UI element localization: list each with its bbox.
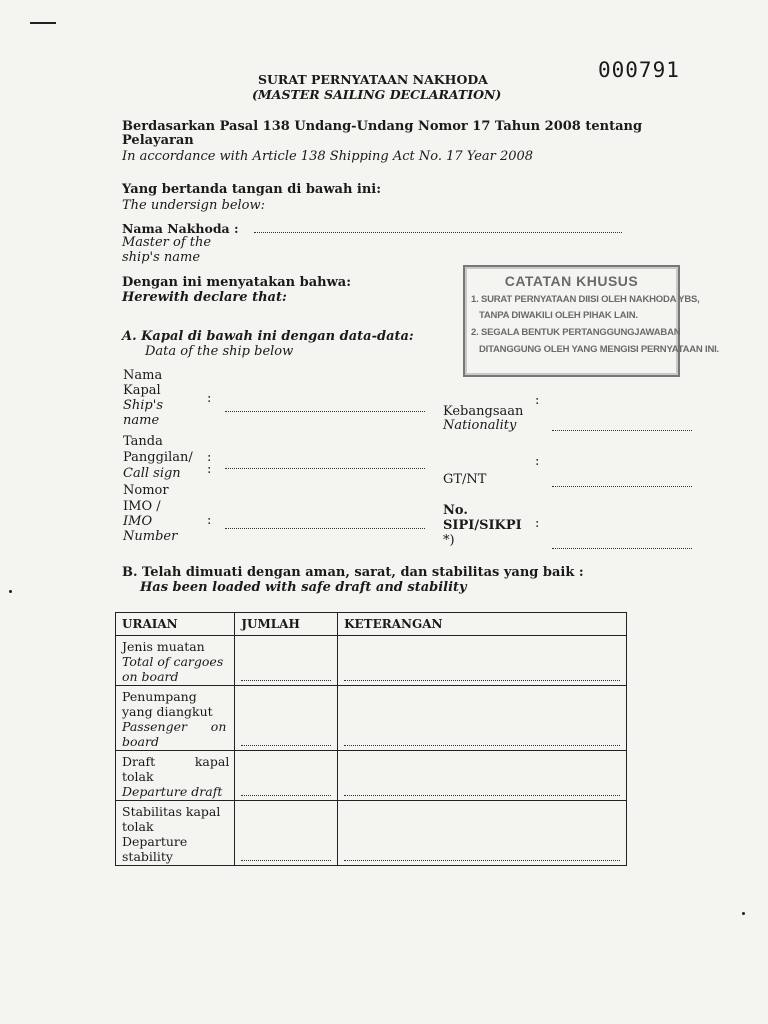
table-row: [116, 801, 627, 866]
colon: :: [535, 516, 540, 531]
row-label-line: Penumpang: [122, 689, 197, 704]
imo-label-1: Nomor: [123, 483, 169, 498]
passenger-amount-cell[interactable]: [235, 686, 338, 751]
cargo-table: [115, 612, 627, 866]
section-a-heading: A. Kapal di bawah ini dengan data-data:: [122, 329, 414, 344]
nationality-label-2: Nationality: [443, 418, 517, 433]
stability-remarks-cell[interactable]: [338, 801, 627, 866]
ship-name-field[interactable]: [225, 411, 425, 412]
row-label-line: tolak: [122, 819, 154, 834]
master-name-english-2: ship's name: [122, 250, 201, 265]
call-sign-label-2: Panggilan/: [123, 450, 193, 465]
draft-amount-cell[interactable]: [235, 751, 338, 801]
column-header-uraian: URAIAN: [116, 613, 235, 636]
section-b-heading: B. Telah dimuati dengan aman, sarat, dan stabilitas yang baik :: [122, 565, 584, 580]
legal-basis-line-1: Berdasarkan Pasal 138 Undang-Undang Nomor 17 Tahun 2008 tentang: [122, 119, 643, 134]
stability-amount-cell[interactable]: [235, 801, 338, 866]
section-b-english: Has been loaded with safe draft and stability: [140, 580, 467, 595]
gt-nt-label: GT/NT: [443, 472, 487, 487]
master-name-english-1: Master of the: [122, 235, 212, 250]
colon: :: [207, 450, 212, 465]
section-a-english: Data of the ship below: [145, 344, 294, 359]
colon: :: [207, 462, 212, 477]
row-label-stability: [116, 801, 235, 866]
scan-mark: [30, 22, 56, 24]
colon: :: [207, 391, 212, 406]
special-notes-stamp: [463, 265, 719, 377]
sipi-label-1: No.: [443, 503, 468, 518]
stamp-line-2: TANPA DIWAKILI OLEH PIHAK LAIN.: [479, 310, 638, 321]
stamp-line-4: DITANGGUNG OLEH YANG MENGISI PERNYATAAN INI.: [479, 344, 719, 355]
ship-name-label-1: Nama: [123, 368, 163, 383]
call-sign-label-3: Call sign: [123, 466, 181, 481]
passenger-remarks-cell[interactable]: [338, 686, 627, 751]
row-label-line: board: [122, 734, 159, 749]
column-header-keterangan: KETERANGAN: [338, 613, 627, 636]
master-name-field[interactable]: [254, 232, 622, 233]
sipi-field[interactable]: [552, 548, 692, 549]
colon: :: [207, 513, 212, 528]
stamp-title: CATATAN KHUSUS: [504, 273, 639, 289]
sipi-label-2: SIPI/SIKPI: [443, 518, 522, 533]
declare-english: Herewith declare that:: [122, 290, 287, 305]
row-label-line: Departure: [122, 834, 188, 849]
call-sign-label-1: Tanda: [123, 434, 163, 449]
stamp-line-1: 1. SURAT PERNYATAAN DIISI OLEH NAKHODA YBS,: [471, 294, 700, 305]
row-label-line: stability: [122, 849, 173, 864]
imo-field[interactable]: [225, 528, 425, 529]
scan-speck: [9, 590, 12, 593]
imo-label-3: IMO: [123, 514, 153, 529]
nationality-field[interactable]: [552, 430, 692, 431]
table-row: [116, 636, 627, 686]
legal-basis-line-2: Pelayaran: [122, 133, 194, 148]
table-row: [116, 751, 627, 801]
cargo-amount-cell[interactable]: [235, 636, 338, 686]
row-label-line: Departure draft: [122, 784, 223, 799]
colon: :: [535, 454, 540, 469]
imo-label-2: IMO /: [123, 499, 161, 514]
sipi-label-3: *): [443, 533, 455, 548]
ship-name-label-3: Ship's: [123, 398, 164, 413]
row-label-line: on board: [122, 669, 179, 684]
row-label-line: yang diangkut: [122, 704, 213, 719]
table-header-row: [116, 613, 627, 636]
undersigned-label: Yang bertanda tangan di bawah ini:: [122, 182, 382, 197]
imo-label-4: Number: [123, 529, 178, 544]
row-label-line: Passenger on: [122, 719, 227, 734]
cargo-remarks-cell[interactable]: [338, 636, 627, 686]
scan-speck: [742, 912, 745, 915]
row-label-line: Stabilitas kapal: [122, 804, 221, 819]
row-label-passenger: [116, 686, 235, 751]
row-label-line: Total of cargoes: [122, 654, 224, 669]
row-label-line: Jenis muatan: [122, 639, 205, 654]
declare-label: Dengan ini menyatakan bahwa:: [122, 275, 352, 290]
row-label-cargo: [116, 636, 235, 686]
row-label-draft: [116, 751, 235, 801]
stamp-line-3: 2. SEGALA BENTUK PERTANGGUNGJAWABAN: [471, 327, 681, 338]
draft-remarks-cell[interactable]: [338, 751, 627, 801]
gt-nt-field[interactable]: [552, 486, 692, 487]
legal-basis-english: In accordance with Article 138 Shipping Act No. 17 Year 2008: [122, 149, 534, 164]
row-label-line: tolak: [122, 769, 154, 784]
colon: :: [535, 393, 540, 408]
nationality-label-1: Kebangsaan: [443, 404, 524, 419]
ship-name-label-4: name: [123, 413, 160, 428]
table-row: [116, 686, 627, 751]
document-subtitle: (MASTER SAILING DECLARATION): [252, 87, 502, 102]
document-number: 000791: [598, 58, 680, 82]
document-title: SURAT PERNYATAAN NAKHODA: [258, 72, 488, 87]
master-name-label: Nama Nakhoda :: [122, 221, 239, 236]
row-label-line: Draft kapal: [122, 754, 230, 769]
call-sign-field[interactable]: [225, 468, 425, 469]
column-header-jumlah: JUMLAH: [235, 613, 338, 636]
undersigned-english: The undersign below:: [122, 198, 266, 213]
ship-name-label-2: Kapal: [123, 383, 161, 398]
